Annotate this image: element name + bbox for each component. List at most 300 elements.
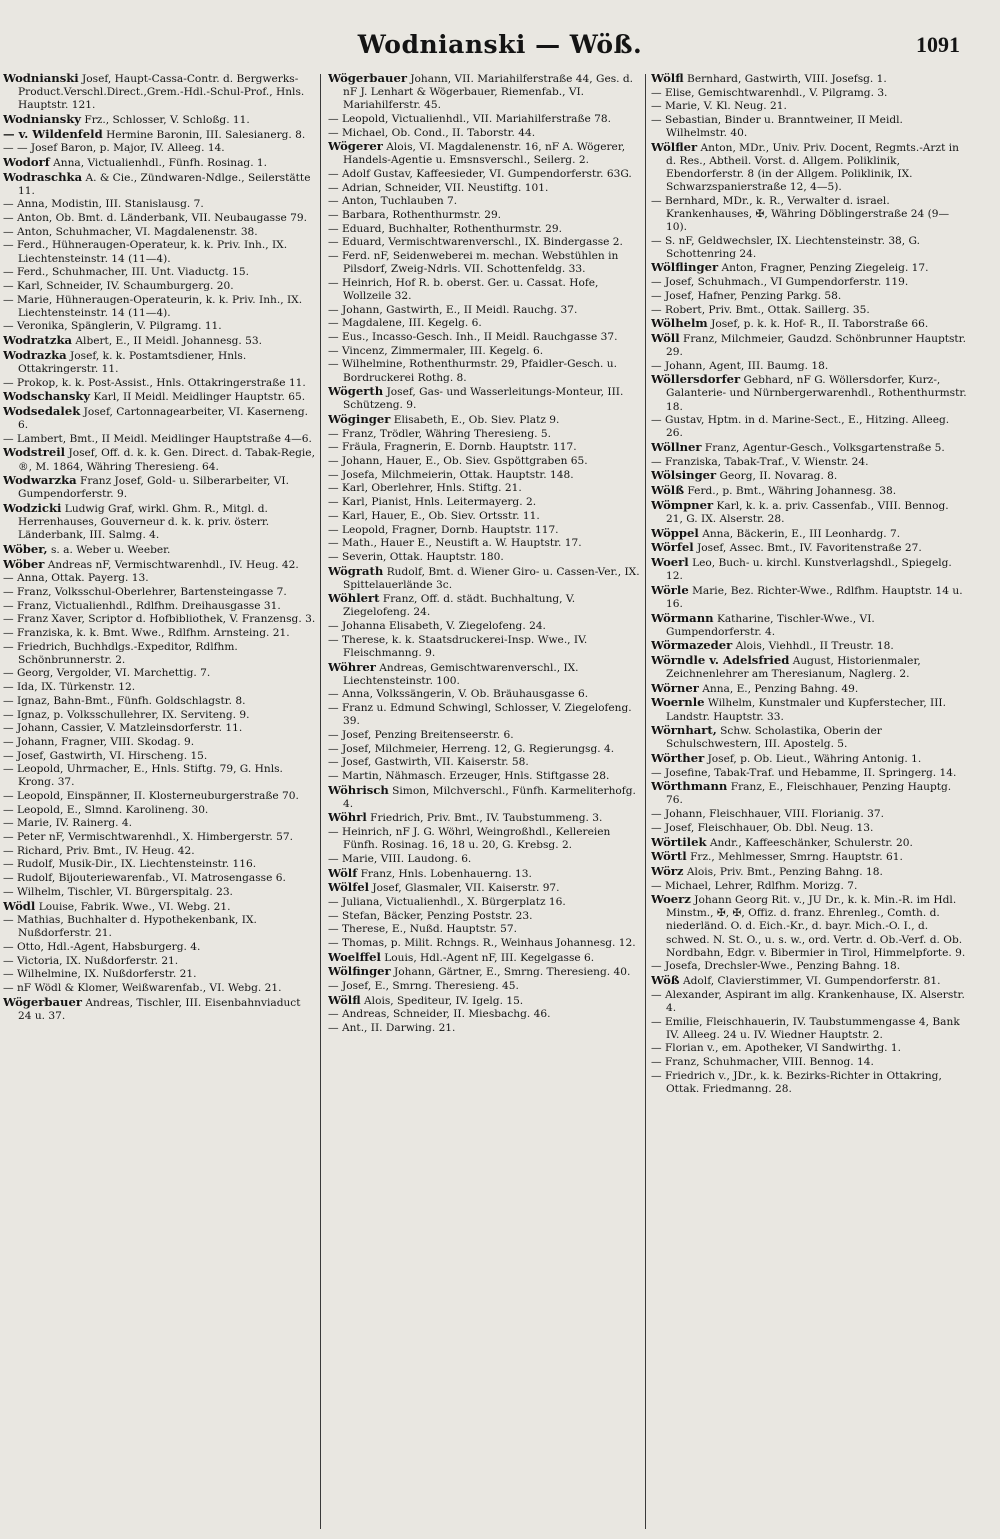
entry-surname: Wögerbauer — [3, 994, 82, 1009]
entry-surname: Wölfl — [651, 72, 684, 85]
entry-details: — Marie, VIII. Laudong. 6. — [328, 852, 472, 865]
entry-details: — Josef, Hafner, Penzing Parkg. 58. — [651, 289, 842, 302]
entry-details: Franz, E., Fleischhauer, Penzing Hauptg. 76. — [666, 781, 952, 807]
directory-entry — [328, 965, 641, 979]
entry-surname: Wöll — [651, 330, 680, 345]
directory-entry — [3, 996, 316, 1023]
entry-details: Josef, Glasmaler, VII. Kaiserstr. 97. — [372, 882, 560, 895]
entry-details: — Franziska, Tabak-Traf., V. Wienstr. 24. — [651, 455, 869, 468]
directory-entry — [651, 612, 967, 639]
entry-details: — Eduard, Vermischtwarenverschl., IX. Bindergasse 2. — [328, 236, 623, 249]
column-1 — [3, 72, 316, 1532]
entry-surname: Wodorf — [3, 154, 50, 169]
entry-surname: Wodratzka — [3, 333, 73, 348]
directory-entry — [651, 87, 967, 100]
directory-entry — [3, 641, 316, 667]
directory-entry — [651, 456, 967, 469]
directory-entry — [3, 886, 316, 899]
entry-details: — Veronika, Spänglerin, V. Pilgramg. 11. — [3, 320, 222, 333]
entry-surname: Wöllersdorfer — [651, 372, 741, 387]
entry-surname: Wodraschka — [3, 169, 83, 184]
entry-details: Josef, Assec. Bmt., IV. Favoritenstraße 27. — [697, 542, 922, 555]
directory-entry — [651, 654, 967, 681]
entry-details: — Leopold, Victualienhdl., VII. Mariahilferstraße 78. — [328, 112, 612, 125]
directory-entry — [651, 822, 967, 835]
directory-entry — [328, 1008, 641, 1021]
entry-details: — Marie, Hühneraugen-Operateurin, k. k. Priv. Inh., IX. Liechtensteinstr. 14 (11—4). — [3, 293, 303, 319]
entry-details: Friedrich, Priv. Bmt., IV. Taubstummeng. 3. — [370, 812, 603, 825]
column-rule — [320, 74, 321, 1529]
entry-details: — Johann, Gastwirth, E., II Meidl. Rauchg. 37. — [328, 303, 578, 316]
entry-details: — Prokop, k. k. Post-Assist., Hnls. Ottakringerstraße 11. — [3, 376, 306, 389]
entry-details: — Adrian, Schneider, VII. Neustiftg. 101. — [328, 181, 549, 194]
entry-surname: Wölf — [328, 865, 358, 880]
directory-entry — [328, 358, 641, 384]
directory-entry — [3, 736, 316, 749]
entry-details: — Franz Xaver, Scriptor d. Hofbibliothek, V. Franzensg. 3. — [3, 613, 316, 626]
entry-surname: Wodnianski — [3, 72, 79, 85]
directory-entry — [651, 317, 967, 331]
entry-details: — Anna, Ottak. Payerg. 13. — [3, 572, 149, 585]
directory-entry — [651, 261, 967, 275]
directory-entry — [328, 441, 641, 454]
directory-entry — [328, 592, 641, 619]
entry-details: — Johann, Fleischhauer, VIII. Florianig. 37. — [651, 808, 884, 821]
directory-entry — [651, 974, 967, 988]
entry-details: Elisabeth, E., Ob. Siev. Platz 9. — [393, 414, 560, 427]
directory-entry — [328, 551, 641, 564]
entry-details: — Anton, Ob. Bmt. d. Länderbank, VII. Neubaugasse 79. — [3, 212, 308, 225]
directory-entry — [328, 385, 641, 412]
entry-details: — Eus., Incasso-Gesch. Inh., II Meidl. Rauchgasse 37. — [328, 331, 618, 344]
entry-details: — Josefa, Milchmeierin, Ottak. Hauptstr. 148. — [328, 468, 574, 481]
entry-surname: Wörther — [651, 751, 705, 765]
directory-entry — [3, 817, 316, 830]
entry-surname: Wodsedalek — [3, 403, 81, 418]
entry-surname: Wodniansky — [3, 111, 81, 126]
entry-details: — Alexander, Aspirant im allg. Krankenhause, IX. Alserstr. 4. — [651, 988, 965, 1014]
directory-entry — [651, 100, 967, 113]
directory-entry — [651, 752, 967, 766]
entry-surname: Wöhrisch — [328, 782, 389, 797]
directory-entry — [651, 141, 967, 194]
entry-details: — Wilhelmine, Rothenthurmstr. 29, Pfaidler-Gesch. u. Bordruckerei Rothg. 8. — [328, 358, 617, 384]
directory-entry — [651, 724, 967, 751]
directory-entry — [328, 910, 641, 923]
entry-details: — Karl, Hauer, E., Ob. Siev. Ortsstr. 11. — [328, 509, 540, 522]
directory-entry — [651, 72, 967, 86]
directory-entry — [3, 695, 316, 708]
entry-details: Alois, Viehhdl., II Treustr. 18. — [735, 640, 894, 653]
column-rule — [645, 74, 646, 1529]
entry-details: Albert, E., II Meidl. Johannesg. 53. — [75, 335, 263, 348]
entry-details: — Therese, E., Nußd. Hauptstr. 57. — [328, 923, 518, 936]
entry-surname: Wögerth — [328, 384, 384, 399]
entry-details: — Marie, IV. Rainerg. 4. — [3, 817, 133, 830]
entry-surname: Wörndle v. Adelsfried — [651, 652, 790, 667]
entry-details: Schw. Scholastika, Oberin der Schulschwestern, III. Apostelg. 5. — [666, 725, 882, 751]
directory-entry — [3, 914, 316, 940]
directory-entry — [3, 572, 316, 585]
entry-details: Adolf, Clavierstimmer, VI. Gumpendorferstr. 81. — [683, 975, 941, 988]
directory-entry — [651, 880, 967, 893]
entry-surname: Wölß — [651, 483, 685, 498]
entry-surname: Wöllner — [651, 440, 702, 455]
directory-entry — [3, 613, 316, 626]
directory-entry — [651, 850, 967, 864]
entry-details: — Leopold, Uhrmacher, E., Hnls. Stiftg. 79, G. Hnls. Krong. 37. — [3, 763, 283, 789]
entry-details: Josef, p. Ob. Lieut., Währing Antonig. 1. — [707, 753, 922, 765]
entry-surname: Wöß — [651, 973, 680, 988]
directory-entry — [651, 469, 967, 483]
entry-surname: Wöhrer — [328, 659, 376, 674]
entry-details: — Josef, E., Smrng. Theresieng. 45. — [328, 980, 519, 993]
entry-details: — Johanna Elisabeth, V. Ziegelofeng. 24. — [328, 620, 546, 633]
entry-surname: Wölfinger — [328, 964, 391, 979]
entry-surname: Wörtilek — [651, 834, 707, 849]
entry-details: — Vincenz, Zimmermaler, III. Kegelg. 6. — [328, 344, 544, 357]
directory-entry — [328, 496, 641, 509]
directory-entry — [328, 72, 641, 112]
directory-entry — [3, 171, 316, 198]
entry-details: — nF Wödl & Klomer, Weißwarenfab., VI. Webg. 21. — [3, 982, 282, 995]
entry-surname: Wölfel — [328, 880, 369, 895]
directory-entry — [3, 156, 316, 170]
entry-details: Alois, Priv. Bmt., Penzing Bahng. 18. — [686, 865, 883, 878]
directory-entry — [328, 770, 641, 783]
entry-details: Johann, Gärtner, E., Smrng. Theresieng. 40. — [394, 966, 631, 979]
directory-entry — [3, 474, 316, 501]
entry-surname: Wörner — [651, 680, 699, 695]
entry-surname: Wöginger — [328, 412, 391, 427]
entry-details: — Josef, Milchmeier, Herreng. 12, G. Regierungsg. 4. — [328, 742, 615, 755]
entry-details: — Karl, Schneider, IV. Schaumburgerg. 20. — [3, 279, 234, 292]
entry-details: Josef, Cartonnagearbeiter, VI. Kaserneng. 6. — [18, 405, 308, 432]
entry-details: — Thomas, p. Milit. Rchngs. R., Weinhaus Johannesg. 12. — [328, 937, 636, 949]
entry-details: Franz, Hnls. Lobenhauerng. 13. — [360, 867, 532, 880]
directory-entry — [328, 345, 641, 358]
entry-details: — Franz, Trödler, Währing Theresieng. 5. — [328, 427, 551, 440]
directory-entry — [328, 524, 641, 537]
directory-entry — [328, 937, 641, 950]
entry-details: Josef, Gas- und Wasserleitungs-Monteur, III. Schützeng. 9. — [343, 386, 624, 412]
directory-entry — [3, 72, 316, 112]
entry-details: August, Historienmaler, Zeichnenlehrer am Theresianum, Naglerg. 2. — [666, 654, 921, 681]
directory-entry — [3, 377, 316, 390]
entry-surname: Wörmann — [651, 610, 714, 625]
entry-details: — Karl, Oberlehrer, Hnls. Stiftg. 21. — [328, 482, 522, 495]
entry-details: — Leopold, Einspänner, II. Klosterneuburgerstraße 70. — [3, 790, 299, 803]
entry-surname: Wölhelm — [651, 316, 708, 331]
entry-surname: Wölfler — [651, 139, 698, 154]
entry-details: — Karl, Pianist, Hnls. Leitermayerg. 2. — [328, 496, 537, 509]
directory-entry — [651, 865, 967, 879]
directory-entry — [3, 446, 316, 473]
directory-entry — [651, 499, 967, 526]
directory-entry — [651, 639, 967, 653]
entry-details: Andreas, Gemischtwarenverschl., IX. Liechtensteinstr. 100. — [343, 661, 579, 687]
entry-surname: Wögrath — [328, 563, 384, 578]
running-head: Wodnianski — Wöß. — [357, 30, 643, 59]
entry-details: — Johann, Hauer, E., Ob. Siev. Gspöttgraben 65. — [328, 455, 588, 468]
directory-entry — [3, 763, 316, 789]
directory-entry — [651, 373, 967, 413]
entry-details: Wilhelm, Kunstmaler und Kupferstecher, III. Landstr. Hauptstr. 33. — [666, 697, 946, 723]
entry-surname: Wölflinger — [651, 260, 719, 275]
entry-details: — Josef, Gastwirth, VI. Hirscheng. 15. — [3, 749, 208, 762]
directory-entry — [328, 482, 641, 495]
entry-details: Andreas nF, Vermischtwarenhdl., IV. Heug. 42. — [47, 558, 299, 571]
directory-entry — [3, 142, 316, 155]
entry-surname: Wölsinger — [651, 468, 717, 483]
entry-surname: Wöhrl — [328, 810, 367, 825]
entry-surname: Wögerer — [328, 139, 383, 154]
entry-details: Frz., Mehlmesser, Smrng. Hauptstr. 61. — [690, 851, 903, 864]
directory-entry — [3, 900, 316, 914]
entry-details: — Barbara, Rothenthurmstr. 29. — [328, 209, 502, 222]
directory-entry — [651, 808, 967, 821]
directory-entry — [3, 872, 316, 885]
directory-entry — [651, 1016, 967, 1042]
directory-entry — [328, 896, 641, 909]
entry-details: — Michael, Ob. Cond., II. Taborstr. 44. — [328, 126, 536, 139]
entry-surname: Wörz — [651, 863, 684, 878]
directory-entry — [328, 702, 641, 728]
entry-details: s. a. Weber u. Weeber. — [50, 543, 171, 556]
entry-details: A. & Cie., Zündwaren-Ndlge., Seilerstätte 11. — [18, 171, 311, 197]
directory-entry — [328, 469, 641, 482]
entry-details: — Anton, Tuchlauben 7. — [328, 195, 458, 208]
entry-surname: Wörnhart, — [651, 723, 717, 738]
directory-entry — [651, 696, 967, 723]
entry-details: Georg, II. Novarag. 8. — [719, 470, 838, 483]
entry-details: — Leopold, E., Slmnd. Karolineng. 30. — [3, 803, 209, 816]
entry-surname: Wögerbauer — [328, 72, 407, 85]
entry-details: — S. nF, Geldwechsler, IX. Liechtensteinstr. 38, G. Schottenring 24. — [651, 234, 920, 260]
entry-details: Louise, Fabrik. Wwe., VI. Webg. 21. — [38, 900, 231, 913]
entry-details: Ludwig Graf, wirkl. Ghm. R., Mitgl. d. Herrenhauses, Gouverneur d. k. k. priv. österr. Länderbank, III. Salmg. 4. — [18, 502, 270, 542]
directory-entry — [328, 428, 641, 441]
entry-details: Josef, Off. d. k. k. Gen. Direct. d. Tabak-Regie, ®, M. 1864, Währing Theresieng. 64. — [18, 447, 315, 473]
directory-entry — [3, 667, 316, 680]
directory-entry — [328, 853, 641, 866]
entry-details: Karl, II Meidl. Meidlinger Hauptstr. 65. — [93, 391, 306, 404]
entry-details: — Severin, Ottak. Hauptstr. 180. — [328, 550, 504, 563]
entry-details: — Anna, Volkssängerin, V. Ob. Bräuhausgasse 6. — [328, 688, 589, 701]
directory-entry — [328, 994, 641, 1008]
directory-entry — [3, 198, 316, 211]
entry-details: — Ferd., Hühneraugen-Operateur, k. k. Priv. Inh., IX. Liechtensteinstr. 14 (11—4). — [3, 239, 288, 265]
entry-details: — Ignaz, p. Volksschullehrer, IX. Serviteng. 9. — [3, 708, 250, 721]
entry-details: — Johann, Cassier, V. Matzleinsdorferstr. 11. — [3, 722, 243, 735]
entry-details: — Otto, Hdl.-Agent, Habsburgerg. 4. — [3, 941, 201, 953]
directory-entry — [651, 235, 967, 261]
directory-entry — [3, 982, 316, 995]
entry-surname: Wodrazka — [3, 347, 67, 362]
entry-details: — Victoria, IX. Nußdorferstr. 21. — [3, 954, 179, 967]
directory-entry — [328, 634, 641, 660]
entry-surname: — v. Wildenfeld — [3, 126, 103, 141]
entry-surname: Wödl — [3, 898, 36, 913]
directory-entry — [651, 114, 967, 140]
column-3 — [651, 72, 967, 1532]
entry-details: Simon, Milchverschl., Fünfh. Karmeliterhofg. 4. — [343, 784, 636, 810]
directory-entry — [3, 845, 316, 858]
entry-details: — Josef, Penzing Breitenseerstr. 6. — [328, 728, 514, 741]
directory-entry — [651, 989, 967, 1015]
entry-details: — Eduard, Buchhalter, Rothenthurmstr. 29. — [328, 222, 562, 235]
entry-details: — Richard, Priv. Bmt., IV. Heug. 42. — [3, 844, 195, 857]
directory-entry — [3, 790, 316, 803]
entry-surname: Woerz — [651, 892, 691, 907]
entry-details: Andreas, Tischler, III. Eisenbahnviaduct 24 u. 37. — [18, 996, 301, 1022]
entry-details: — Fräula, Fragnerin, E. Dornb. Hauptstr. 117. — [328, 441, 577, 454]
directory-entry — [651, 290, 967, 303]
entry-surname: Wöppel — [651, 525, 699, 540]
entry-details: — Therese, k. k. Staatsdruckerei-Insp. Wwe., IV. Fleischmanng. 9. — [328, 633, 588, 659]
directory-entry — [328, 826, 641, 852]
entry-details: Marie, Bez. Richter-Wwe., Rdlfhm. Hauptstr. 14 u. 16. — [666, 584, 963, 610]
entry-details: Ferd., p. Bmt., Währing Johannesg. 38. — [687, 485, 897, 498]
directory-entry — [3, 334, 316, 348]
entry-details: Bernhard, Gastwirth, VIII. Josefsg. 1. — [687, 73, 887, 85]
directory-entry — [3, 955, 316, 968]
directory-entry — [328, 182, 641, 195]
directory-entry — [651, 195, 967, 234]
directory-entry — [328, 661, 641, 688]
page-header — [0, 30, 1000, 66]
directory-entry — [328, 195, 641, 208]
directory-entry — [328, 1022, 641, 1035]
directory-entry — [651, 441, 967, 455]
directory-entry — [651, 960, 967, 973]
directory-entry — [328, 756, 641, 769]
entry-surname: Wörtl — [651, 849, 687, 864]
directory-entry — [328, 168, 641, 181]
directory-entry — [3, 280, 316, 293]
entry-surname: Wörthmann — [651, 779, 728, 794]
directory-entry — [3, 212, 316, 225]
directory-entry — [3, 586, 316, 599]
entry-details: Franz, Milchmeier, Gaudzd. Schönbrunner Hauptstr. 29. — [666, 332, 966, 358]
directory-entry — [328, 236, 641, 249]
directory-entry — [328, 113, 641, 126]
entry-details: Anton, Fragner, Penzing Ziegeleig. 17. — [721, 262, 929, 275]
page-number: 1091 — [916, 32, 960, 57]
entry-details: — Franz, Volksschul-Oberlehrer, Bartensteingasse 7. — [3, 585, 287, 598]
entry-details: — Friedrich v., JDr., k. k. Bezirks-Richter in Ottakring, Ottak. Friedmanng. 28. — [651, 1069, 942, 1095]
entry-details: Andr., Kaffeeschänker, Schulerstr. 20. — [709, 836, 913, 849]
directory-entry — [328, 277, 641, 303]
entry-details: Alois, VI. Magdalenenstr. 16, nF A. Wögerer, Handels-Agentie u. Emsnsverschl., Seilerg. 2. — [343, 141, 626, 167]
entry-details: — — Josef Baron, p. Major, IV. Alleeg. 14. — [3, 142, 225, 155]
entry-details: — Friedrich, Buchhdlgs.-Expeditor, Rdlfhm. Schönbrunnerstr. 2. — [3, 640, 238, 666]
directory-entry — [3, 968, 316, 981]
directory-entry — [651, 527, 967, 541]
entry-details: — Anna, Modistin, III. Stanislausg. 7. — [3, 198, 204, 211]
entry-details: Katharine, Tischler-Wwe., VI. Gumpendorferstr. 4. — [666, 612, 875, 638]
entry-details: Leo, Buch- u. kirchl. Kunstverlagshdl., Spiegelg. 12. — [666, 556, 952, 583]
entry-details: Frz., Schlosser, V. Schloßg. 11. — [84, 113, 250, 126]
entry-surname: Wöber, — [3, 541, 48, 556]
entry-details: Anton, MDr., Univ. Priv. Docent, Regmts.-Arzt in d. Res., Abtheil. Vorst. d. Allgem. Poliklinik, Ebendorferstr. 8 (in der Allgem. Poliklinik, IX. Schwarzspanierstraße 12, 4—5). — [666, 141, 959, 194]
entry-details: — Leopold, Fragner, Dornb. Hauptstr. 117. — [328, 523, 559, 536]
entry-details: — Johann, Fragner, VIII. Skodag. 9. — [3, 735, 195, 748]
entry-details: Josef, k. k. Postamtsdiener, Hnls. Ottakringerstr. 11. — [18, 349, 247, 375]
entry-details: — Josef, Fleischhauer, Ob. Dbl. Neug. 13. — [651, 821, 874, 834]
directory-entry — [3, 600, 316, 613]
entry-details: Rudolf, Bmt. d. Wiener Giro- u. Cassen-Ver., IX. Spittelauerlände 3c. — [343, 565, 640, 591]
entry-surname: Wörle — [651, 582, 689, 597]
directory-entry — [651, 414, 967, 440]
directory-entry — [328, 688, 641, 701]
directory-entry — [328, 729, 641, 742]
directory-entry — [3, 543, 316, 557]
entry-details: — Juliana, Victualienhdl., X. Bürgerplatz 16. — [328, 895, 566, 908]
entry-details: Hermine Baronin, III. Salesianerg. 8. — [106, 128, 306, 141]
entry-details: — Josefine, Tabak-Traf. und Hebamme, II. Springerg. 14. — [651, 766, 957, 779]
directory-entry — [651, 1042, 967, 1055]
directory-entry — [328, 455, 641, 468]
entry-details: — Heinrich, Hof R. b. oberst. Ger. u. Cassat. Hofe, Wollzeile 32. — [328, 276, 599, 303]
directory-entry — [3, 128, 316, 142]
directory-entry — [328, 209, 641, 222]
directory-entry — [3, 502, 316, 542]
entry-details: Josef, p. k. k. Hof- R., II. Taborstraße 66. — [711, 318, 929, 331]
entry-details: — Josef, Schuhmach., VI Gumpendorferstr. 119. — [651, 276, 909, 289]
directory-entry — [651, 780, 967, 807]
entry-details: — Ida, IX. Türkenstr. 12. — [3, 681, 136, 694]
entry-details: — Elise, Gemischtwarenhdl., V. Pilgramg. 3. — [651, 86, 888, 99]
directory-entry — [3, 941, 316, 954]
entry-details: Alois, Spediteur, IV. Igelg. 15. — [364, 994, 524, 1007]
entry-details: — Wilhelm, Tischler, VI. Bürgerspitalg. 23. — [3, 885, 233, 898]
directory-entry — [328, 127, 641, 140]
directory-entry — [328, 620, 641, 633]
directory-entry — [651, 304, 967, 317]
entry-details: Louis, Hdl.-Agent nF, III. Kegelgasse 6. — [384, 951, 595, 964]
entry-details: — Ant., II. Darwing. 21. — [328, 1022, 456, 1035]
directory-entry — [651, 767, 967, 780]
entry-details: Anna, E., Penzing Bahng. 49. — [702, 682, 859, 695]
entry-details: — Florian v., em. Apotheker, VI Sandwirthg. 1. — [651, 1042, 902, 1055]
entry-surname: Wölfl — [328, 992, 361, 1007]
entry-details: Gebhard, nF G. Wöllersdorfer, Kurz-, Galanterie- und Nürnbergerwarenhdl., Rothenthurmstr. 18. — [666, 374, 967, 413]
entry-details: — Adolf Gustav, Kaffeesieder, VI. Gumpendorferstr. 63G. — [328, 168, 632, 181]
directory-entry — [328, 565, 641, 592]
entry-surname: Woernle — [651, 695, 705, 710]
directory-entry — [328, 413, 641, 427]
directory-entry — [3, 858, 316, 871]
directory-entry — [651, 682, 967, 696]
entry-details: — Peter nF, Vermischtwarenhdl., X. Himbergerstr. 57. — [3, 831, 293, 844]
directory-entry — [651, 556, 967, 583]
directory-entry — [3, 113, 316, 127]
entry-details: Franz Josef, Gold- u. Silberarbeiter, VI. Gumpendorferstr. 9. — [18, 475, 289, 501]
entry-details: Karl, k. k. a. priv. Cassenfab., VIII. Bennog. 21, G. IX. Alserstr. 28. — [666, 499, 949, 525]
directory-entry — [3, 709, 316, 722]
directory-entry — [328, 784, 641, 811]
directory-entry — [651, 276, 967, 289]
directory-entry — [328, 951, 641, 965]
directory-entry — [651, 1056, 967, 1069]
entry-details: Johann Georg Rit. v., JU Dr., k. k. Min.-R. im Hdl. Minstm., ✠, ✠, Offiz. d. franz. Ehrenleg., Comth. d. niederländ. O. d. Eich.-Kr., d. bayr. Mich.-O. I., d. schwed. N. St. O., u. s. w., ord. Vertr. d. Ob.-Verf. d. Ob. Nordbahn, Edgr. v. Bibermier in Tirol, Himmelpforte. 9. — [666, 894, 966, 959]
entry-details: — Anton, Schuhmacher, VI. Magdalenenstr. 38. — [3, 225, 258, 238]
directory-entry — [328, 537, 641, 550]
entry-details: — Franz, Schuhmacher, VIII. Bennog. 14. — [651, 1055, 874, 1068]
directory-entry — [328, 510, 641, 523]
directory-entry — [328, 223, 641, 236]
